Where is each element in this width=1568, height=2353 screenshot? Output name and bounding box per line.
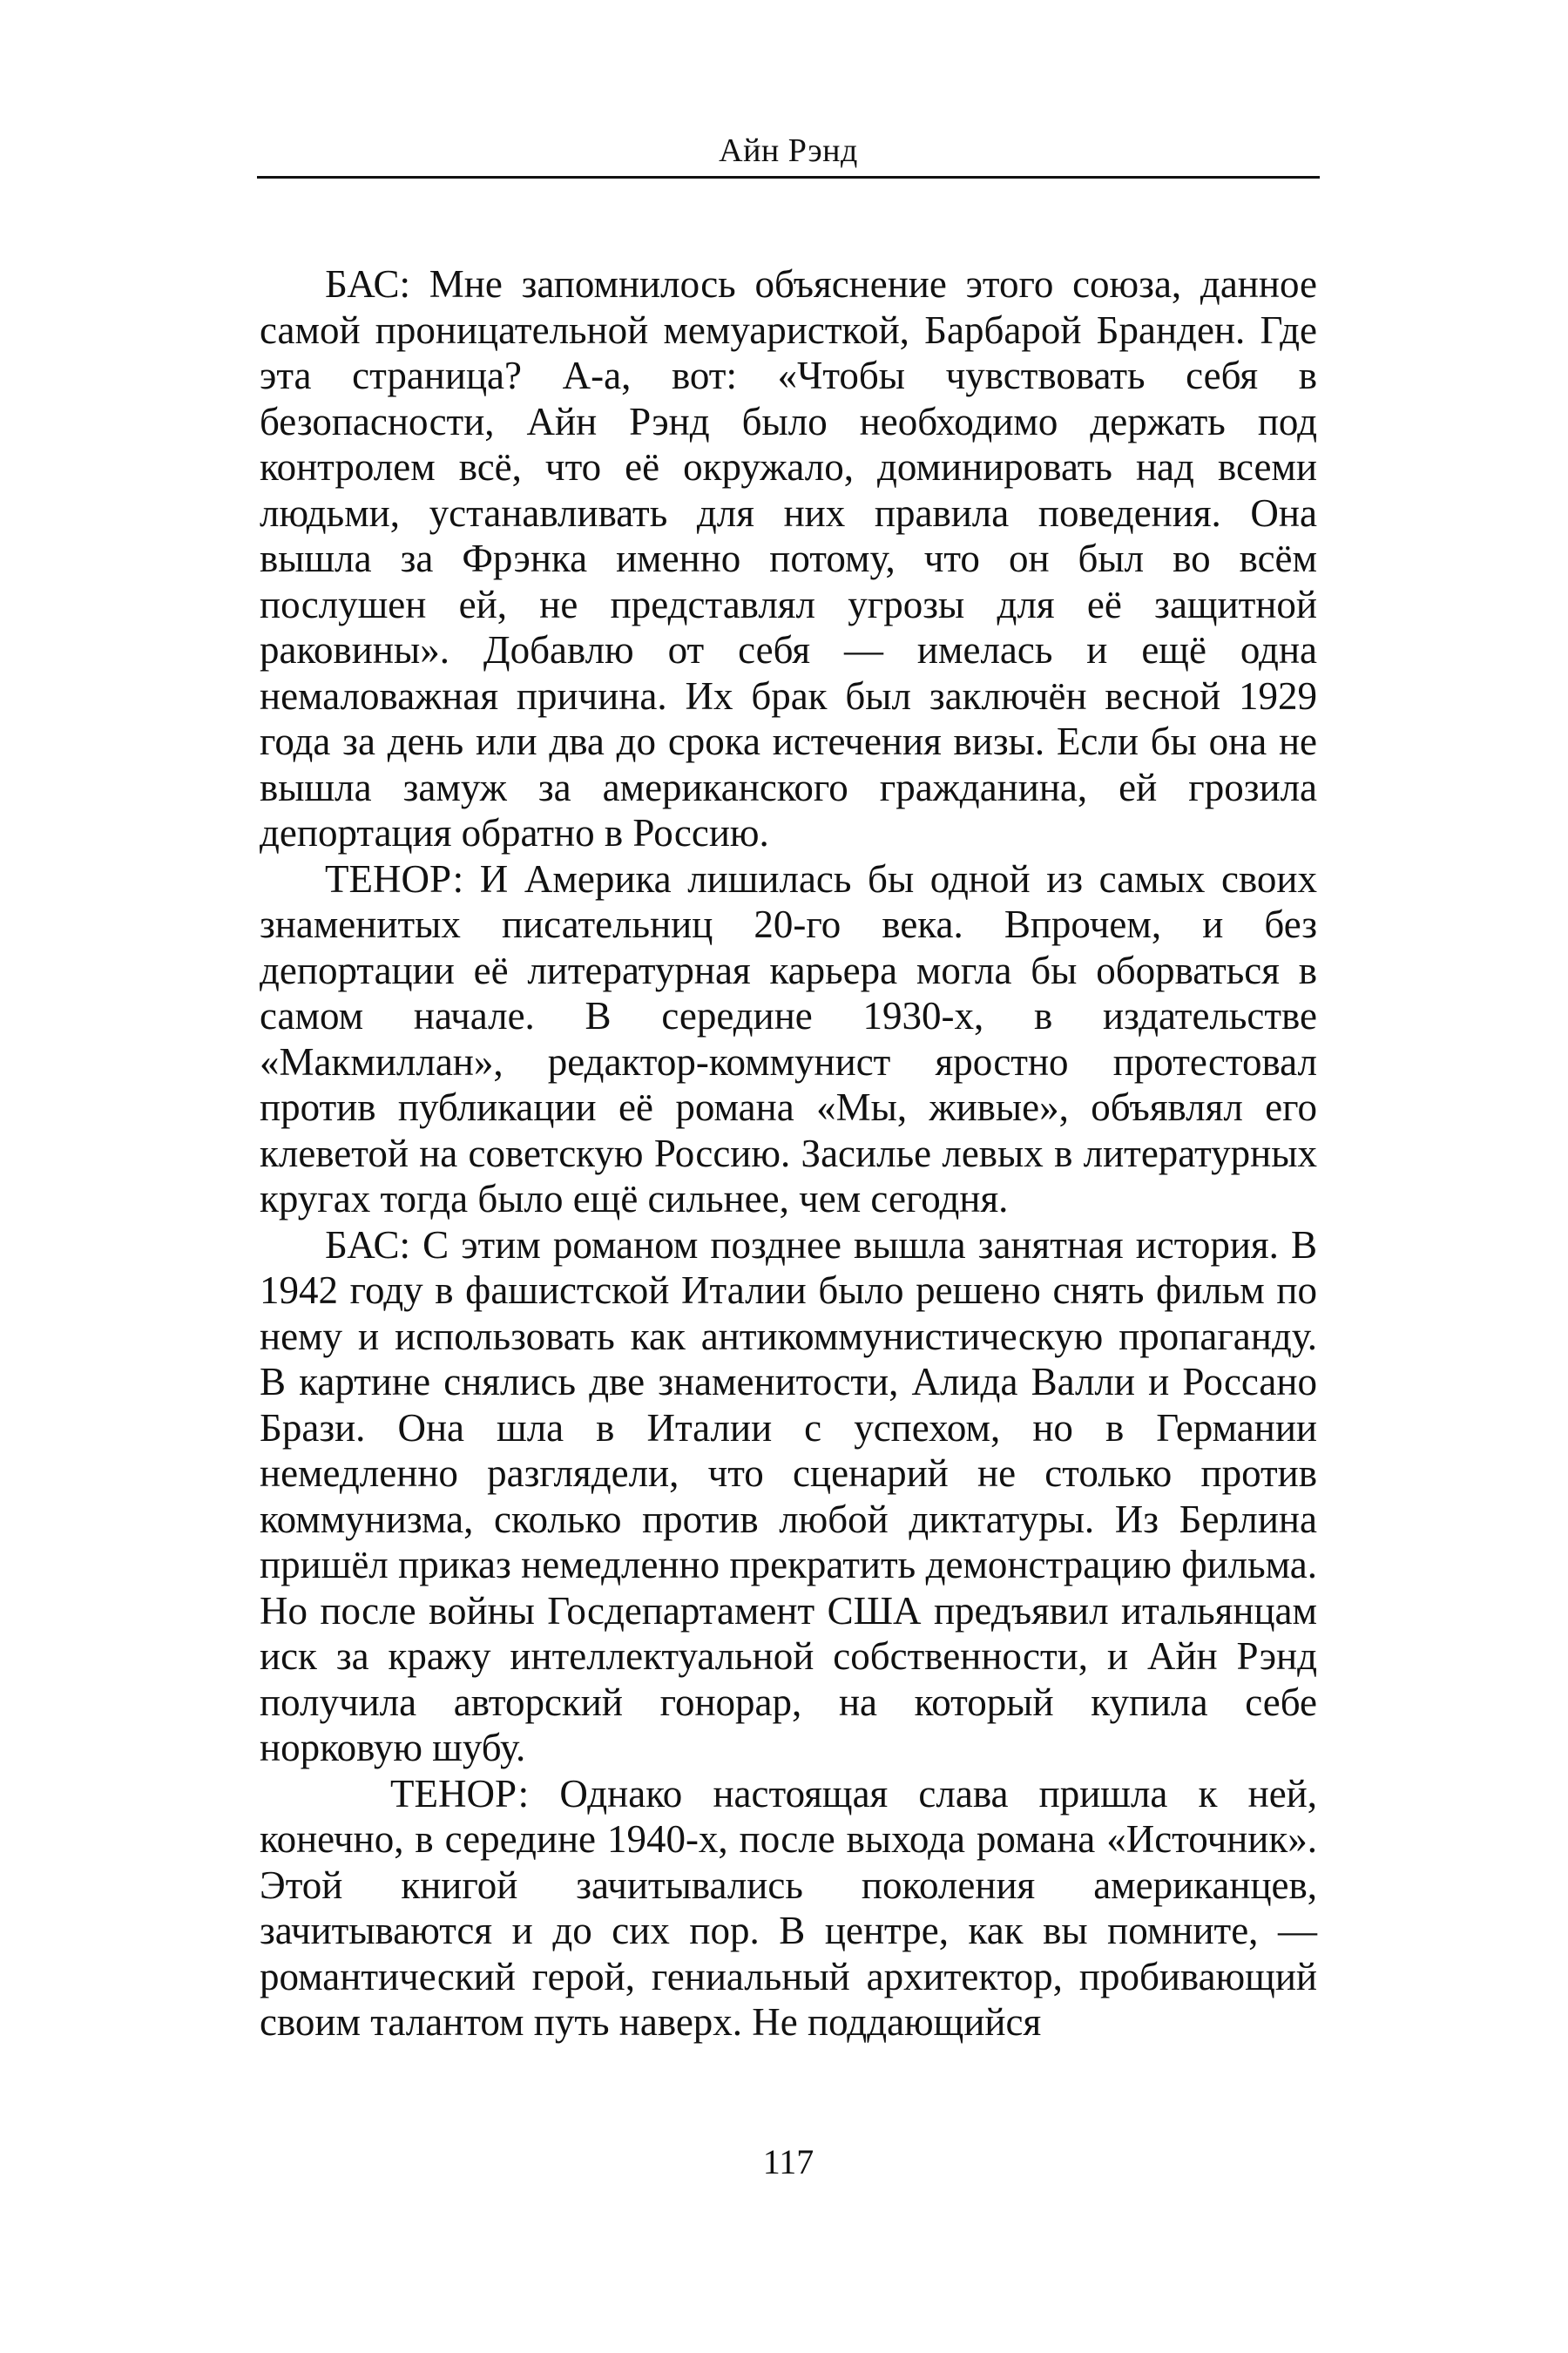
paragraph-2: ТЕНОР: И Америка лишилась бы одной из самых своих знаменитых писательниц 20-го века. Впрочем, и без депортации её литературная карьера могла бы оборваться в самом начале. В середине 1930-х, в издательстве «Макмиллан», редактор-коммунист яростно протестовал против публикации её романа «Мы, живые», объявлял его клеветой на советскую Россию. Засилье левых в литературных кругах тогда было ещё сильнее, чем сегодня. <box>260 856 1317 1220</box>
paragraph-4: ТЕНОР: Однако настоящая слава пришла к ней, конечно, в середине 1940-х, после выхода романа «Источник». Этой книгой зачитывались поколения американцев, зачитываются и до сих пор. В центре, как вы помните, — романтический герой, гениальный архитектор, пробивающий своим талантом путь наверх. Не поддающийся <box>260 1771 1317 2044</box>
paragraph-3: БАС: С этим романом позднее вышла занятная история. В 1942 году в фашистской Италии было решено снять фильм по нему и использовать как антикоммунистическую пропаганду. В картине снялись две знаменитости, Алида Валли и Россано Брази. Она шла в Италии с успехом, но в Германии немедленно разглядели, что сценарий не столько против коммунизма, сколько против любой диктатуры. Из Берлина пришёл приказ немедленно прекратить демонстрацию фильма. Но после войны Госдепартамент США предъявил итальянцам иск за кражу интеллектуальной собственности, и Айн Рэнд получила авторский гонорар, на который купила себе норковую шубу. <box>260 1222 1317 1769</box>
running-head: Айн Рэнд <box>719 132 858 169</box>
body-text <box>260 261 1317 2045</box>
header-rule <box>257 176 1320 179</box>
page-number: 117 <box>762 2142 814 2181</box>
paragraph-1: БАС: Мне запомнилось объяснение этого союза, данное самой проницательной мемуаристкой, Барбарой Бранден. Где эта страница? А-а, вот: «Чтобы чувствовать себя в безопасности, Айн Рэнд было необходимо держать под контролем всё, что её окружало, доминировать над всеми людьми, устанавливать для них правила поведения. Она вышла за Фрэнка именно потому, что он был во всём послушен ей, не представлял угрозы для её защитной раковины». Добавлю от себя — имелась и ещё одна немаловажная причина. Их брак был заключён весной 1929 года за день или два до срока истечения визы. Если бы она не вышла замуж за американского гражданина, ей грозила депортация обратно в Россию. <box>260 262 1317 855</box>
